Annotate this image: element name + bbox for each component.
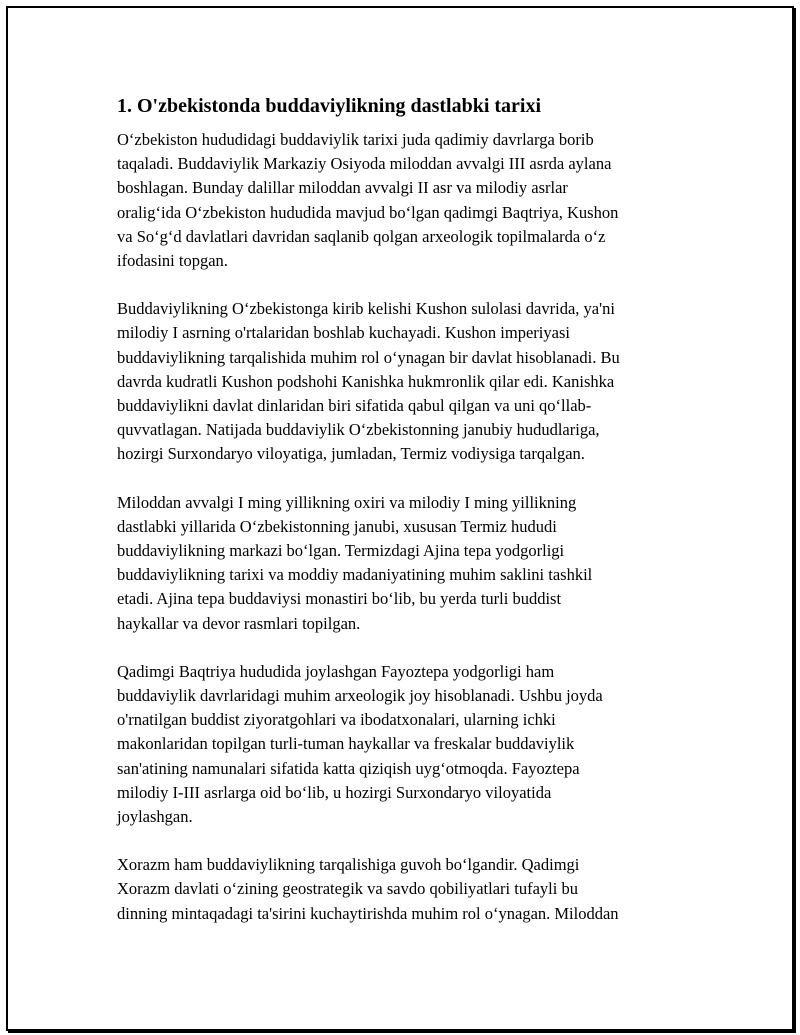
paragraph-line: o'rnatilgan buddist ziyoratgohlari va ibodatxonalari, ularning ichki	[117, 710, 556, 730]
paragraph-line: dastlabki yillarida O‘zbekistonning janubi, xususan Termiz hududi	[117, 516, 557, 536]
paragraph-line: taqaladi. Buddaviylik Markaziy Osiyoda miloddan avvalgi III asrda aylana	[117, 154, 612, 174]
paragraph-line: dinning mintaqadagi ta'sirini kuchaytirishda muhim rol o‘ynagan. Miloddan	[117, 903, 619, 923]
paragraph-line: davrda kudratli Kushon podshohi Kanishka hukmronlik qilar edi. Kanishka	[117, 371, 615, 391]
paragraph-line: etadi. Ajina tepa buddaviysi monastiri bo‘lib, bu yerda turli buddist	[117, 589, 562, 609]
paragraph-line: Qadimgi Baqtriya hududida joylashgan Fayoztepa yodgorligi ham	[117, 661, 555, 681]
paragraph-line: milodiy I asrning o'rtalaridan boshlab kuchayadi. Kushon imperiyasi	[117, 323, 570, 343]
paragraph-line: haykallar va devor rasmlari topilgan.	[117, 613, 361, 633]
document-body	[117, 92, 687, 950]
paragraph-line: Miloddan avvalgi I ming yillikning oxiri va milodiy I ming yillikning	[117, 492, 577, 512]
paragraph-line: buddaviylikni davlat dinlaridan biri sifatida qabul qilgan va uni qo‘llab-	[117, 396, 592, 416]
paragraph-line: buddaviylik davrlaridagi muhim arxeologik joy hisoblanadi. Ushbu joyda	[117, 686, 603, 706]
paragraph-line: makonlaridan topilgan turli-tuman haykallar va freskalar buddaviylik	[117, 734, 575, 754]
paragraph-line: Buddaviylikning O‘zbekistonga kirib kelishi Kushon sulolasi davrida, ya'ni	[117, 299, 615, 319]
paragraph-line: milodiy I-III asrlarga oid bo‘lib, u hozirgi Surxondaryo viloyatida	[117, 782, 552, 802]
paragraph-line: hozirgi Surxondaryo viloyatiga, jumladan, Termiz vodiysiga tarqalgan.	[117, 444, 585, 464]
paragraph	[117, 128, 687, 273]
paragraph-line: quvvatlagan. Natijada buddaviylik O‘zbekistonning janubiy hududlariga,	[117, 420, 600, 440]
paragraph-line: buddaviylikning tarixi va moddiy madaniyatining muhim saklini tashkil	[117, 565, 593, 585]
paragraph-line: Xorazm ham buddaviylikning tarqalishiga guvoh bo‘lgandir. Qadimgi	[117, 855, 580, 875]
paragraph-line: va So‘g‘d davlatlari davridan saqlanib qolgan arxeologik topilmalarda o‘z	[117, 226, 606, 246]
paragraph	[117, 853, 687, 926]
paragraph-line: Xorazm davlati o‘zining geostrategik va savdo qobiliyatlari tufayli bu	[117, 879, 578, 899]
paragraph-line: buddaviylikning tarqalishida muhim rol o‘ynagan bir davlat hisoblanadi. Bu	[117, 347, 620, 367]
paragraph-line: boshlagan. Bunday dalillar miloddan avvalgi II asr va milodiy asrlar	[117, 178, 568, 198]
paragraph-line: ifodasini topgan.	[117, 251, 228, 271]
paragraph-list	[117, 128, 687, 926]
paragraph-line: O‘zbekiston hududidagi buddaviylik tarixi juda qadimiy davrlarga borib	[117, 130, 594, 149]
paragraph	[117, 491, 687, 636]
paragraph-line: buddaviylikning markazi bo‘lgan. Termizdagi Ajina tepa yodgorligi	[117, 541, 565, 561]
paragraph-line: san'atining namunalari sifatida katta qiziqish uyg‘otmoqda. Fayoztepa	[117, 758, 580, 778]
paragraph	[117, 297, 687, 466]
paragraph-line: joylashgan.	[117, 807, 193, 827]
paragraph-line: oralig‘ida O‘zbekiston hududida mavjud bo‘lgan qadimgi Baqtriya, Kushon	[117, 202, 619, 222]
paragraph	[117, 660, 687, 829]
section-heading: 1. O'zbekistonda buddaviylikning dastlabki tarixi	[117, 95, 542, 117]
